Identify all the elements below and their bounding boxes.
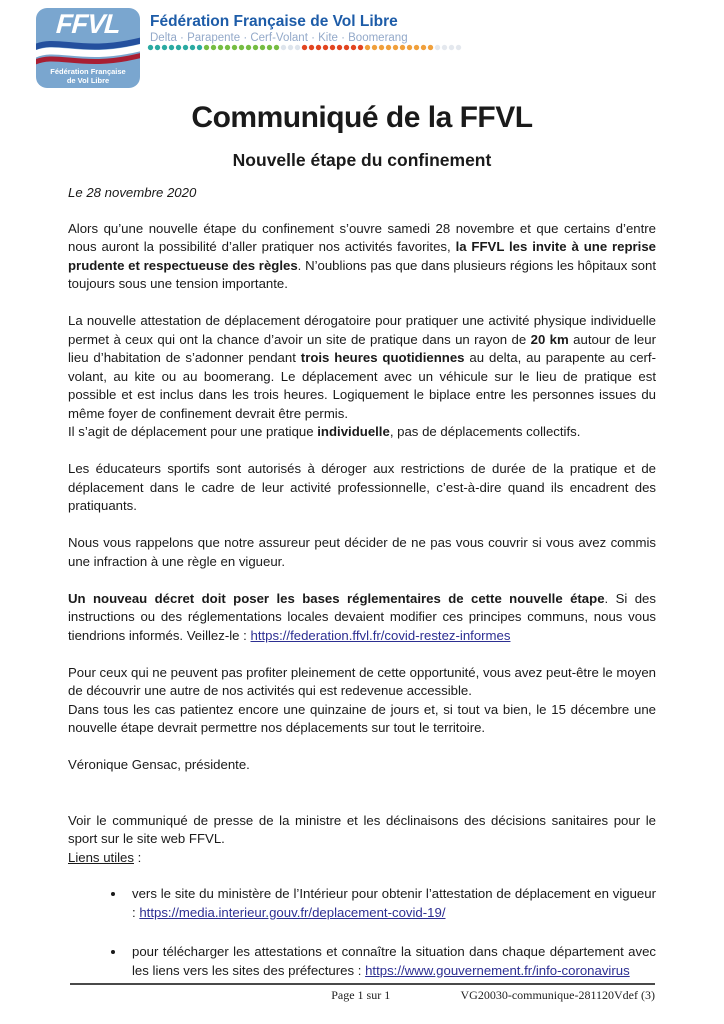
gouvernement-info-link[interactable]: https://www.gouvernement.fr/info-coronavirus bbox=[365, 962, 630, 978]
dots-faint bbox=[280, 44, 301, 51]
interieur-gouv-link[interactable]: https://media.interieur.gouv.fr/deplacement-covid-19/ bbox=[139, 904, 446, 920]
letterhead bbox=[0, 0, 724, 92]
decorative-dots-divider bbox=[147, 44, 462, 51]
dots-green bbox=[203, 44, 280, 51]
paragraph-decret: Un nouveau décret doit poser les bases réglementaires de cette nouvelle étape. Si des instructions ou des réglementations locales devaient modifier ces principes communs, nous vous tiendrions informés. Veillez-le : https://federation.ffvl.fr/covid-restez-informes bbox=[68, 590, 656, 643]
page-subtitle: Nouvelle étape du confinement bbox=[232, 150, 492, 170]
dots-fade bbox=[434, 44, 462, 51]
document-body bbox=[68, 220, 656, 981]
ffvl-logo-acronym: FFVL bbox=[55, 9, 121, 39]
brand-block bbox=[150, 13, 408, 45]
paragraph-assureur: Nous vous rappelons que notre assureur peut décider de ne pas vous couvrir si vous avez commis une infraction à une règle en vigueur. bbox=[68, 535, 656, 569]
signature-line: Véronique Gensac, présidente. bbox=[68, 757, 250, 772]
brand-subtitle: Delta · Parapente · Cerf-Volant · Kite · Boomerang bbox=[150, 32, 408, 44]
covid-restez-informes-link[interactable]: https://federation.ffvl.fr/covid-restez-informes bbox=[250, 627, 511, 643]
brand-title: Fédération Française de Vol Libre bbox=[150, 13, 398, 30]
date-line: Le 28 novembre 2020 bbox=[68, 185, 197, 200]
document-reference: VG20030-communique-281120Vdef (3) bbox=[460, 988, 655, 1002]
page-footer bbox=[70, 983, 655, 1002]
ffvl-logo-waves-icon bbox=[36, 34, 140, 66]
page-title: Communiqué de la FFVL bbox=[191, 101, 533, 134]
dots-red bbox=[301, 44, 364, 51]
paragraph-opportunite: Pour ceux qui ne peuvent pas profiter pleinement de cette opportunité, vous avez peut-être le moyen de découvrir une autre de nos activités qui est redevenue accessible. bbox=[68, 664, 656, 698]
paragraph-voir-communique: Voir le communiqué de presse de la ministre et les déclinaisons des décisions sanitaires pour le sport sur le site web FFVL. bbox=[68, 812, 656, 846]
paragraph-quinzaine: Dans tous les cas patientez encore une quinzaine de jours et, si tout va bien, le 15 décembre une nouvelle étape devrait permettre nos déplacements sur tout le territoire. bbox=[68, 701, 656, 735]
ffvl-logo bbox=[36, 8, 140, 88]
paragraph-educateurs: Les éducateurs sportifs sont autorisés à déroger aux restrictions de durée de la pratique et de déplacement dans le cadre de leur activité professionnelle, c’est-à-dire quand ils encadrent des pratiquants. bbox=[68, 461, 656, 513]
dots-teal bbox=[147, 44, 203, 51]
useful-links-list bbox=[106, 885, 656, 980]
dots-orange bbox=[364, 44, 434, 51]
paragraph-intro: Alors qu’une nouvelle étape du confinement s’ouvre samedi 28 novembre et que certains d’entre nous auront la possibilité d’aller pratiquer nos activités favorites, la FFVL les invite à une reprise prudente et respectueuse des règles. N’oublions pas que dans plusieurs régions les hôpitaux sont toujours sous une tension importante. bbox=[68, 220, 657, 291]
list-item-interieur: • vers le site du ministère de l’Intérieur pour obtenir l’attestation de déplacement en vigueur : https://media.interieur.gouv.fr/deplacement-covid-19/ bbox=[126, 885, 656, 922]
liens-utiles-heading: Liens utiles : bbox=[68, 849, 142, 865]
ffvl-logo-caption: Fédération Française de Vol Libre bbox=[50, 67, 126, 85]
paragraph-pratique-individuelle: Il s’agit de déplacement pour une pratique individuelle, pas de déplacements collectifs. bbox=[68, 424, 581, 439]
page-number: Page 1 sur 1 bbox=[331, 988, 391, 1002]
paragraph-attestation: La nouvelle attestation de déplacement dérogatoire pour pratiquer une activité physique individuelle permet à ceux qui ont la chance d’avoir un site de pratique dans un rayon de 20 km autour de leur lieu d’habitation de s’adonner pendant trois heures quotidiennes au delta, au parapente au cerf-volant, au kite ou au boomerang. Le déplacement avec un véhicule sur le lieu de pratique est possible et est inclus dans les trois heures. Logiquement le biplace entre les personnes issues du même foyer de confinement devrait être permis. bbox=[68, 313, 656, 421]
list-item-gouvernement: • pour télécharger les attestations et connaître la situation dans chaque département avec les liens vers les sites des préfectures : https://www.gouvernement.fr/info-coronavirus bbox=[126, 943, 656, 980]
